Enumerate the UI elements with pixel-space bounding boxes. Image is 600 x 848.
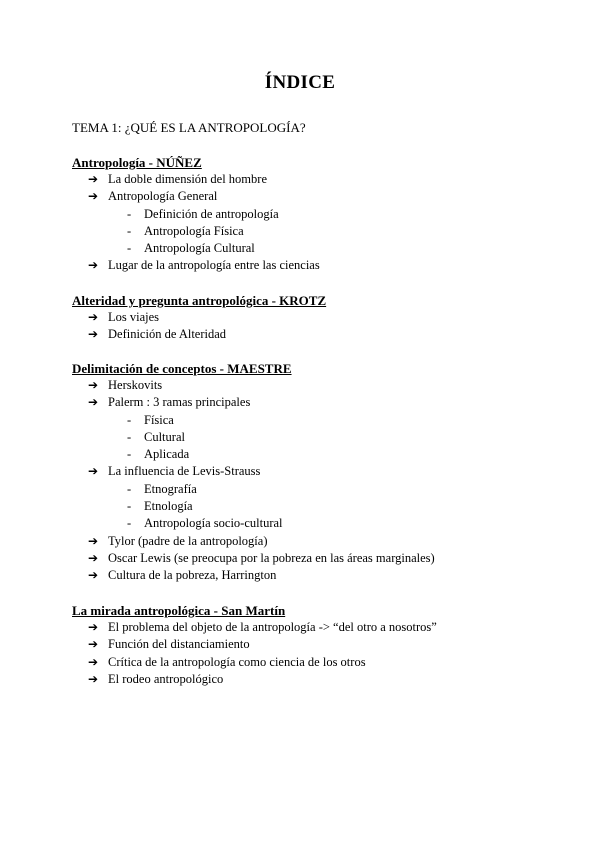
list-item [72,671,437,688]
list-item-text: El problema del objeto de la antropología -> “del otro a nosotros” [108,620,437,634]
topic-heading: TEMA 1: ¿QUÉ ES LA ANTROPOLOGÍA? [72,120,306,135]
section-heading: Delimitación de conceptos - MAESTRE [72,361,292,376]
dash-bullet-icon: - [127,241,132,256]
sub-list-item-text: Antropología Física [144,223,244,238]
list-item-text: La doble dimensión del hombre [108,172,267,186]
sub-list-item-text: Etnología [144,499,193,514]
arrow-right-icon: ➔ [88,395,99,410]
list-item-text: Función del distanciamiento [108,637,250,652]
arrow-right-icon: ➔ [88,258,99,273]
section-heading: Alteridad y pregunta antropológica - KROTZ [72,293,327,308]
page-title: ÍNDICE [264,72,336,93]
list-item [72,550,435,567]
arrow-right-icon: ➔ [88,378,99,392]
sub-list-item-text: Etnografía [144,481,197,496]
list-item [72,636,437,653]
list-item [72,309,326,326]
sub-list-item [72,481,435,498]
sub-list-item-text: Cultural [144,429,185,444]
arrow-right-icon: ➔ [88,550,99,565]
dash-bullet-icon: - [127,447,132,462]
sub-list-item [72,206,320,223]
sub-list-item-text: Definición de antropología [144,206,279,221]
dash-bullet-icon: - [127,499,132,514]
index-section [72,154,320,275]
list-item [72,619,437,636]
sub-list-item [72,446,435,463]
list-item-text: Crítica de la antropología como ciencia de los otros [108,654,366,669]
sub-list-item [72,498,435,515]
list-item [72,567,435,584]
list-item [72,533,435,550]
arrow-right-icon: ➔ [88,189,99,204]
arrow-right-icon: ➔ [88,654,99,669]
list-item-text: Tylor (padre de la antropología) [108,533,268,548]
sub-list-item [72,240,320,257]
section-heading: Antropología - NÚÑEZ [72,155,202,170]
arrow-right-icon: ➔ [88,327,99,342]
sub-list-item-text: Antropología Cultural [144,241,255,256]
index-section [72,292,326,344]
arrow-right-icon: ➔ [88,310,99,324]
dash-bullet-icon: - [127,223,132,238]
list-item [72,463,435,480]
arrow-right-icon: ➔ [88,671,99,686]
list-item-text: Los viajes [108,310,160,324]
list-item-text: Lugar de la antropología entre las ciencias [108,258,320,273]
list-item [72,326,326,343]
arrow-right-icon: ➔ [88,533,99,548]
sub-list-item [72,412,435,429]
list-item-text: Oscar Lewis (se preocupa por la pobreza en las áreas marginales) [108,550,435,565]
list-item-text: Herskovits [108,378,163,392]
list-item-text: Antropología General [108,189,218,204]
section-heading: La mirada antropológica - San Martín [72,603,286,618]
arrow-right-icon: ➔ [88,568,99,583]
dash-bullet-icon: - [127,412,132,427]
list-item [72,188,320,205]
dash-bullet-icon: - [127,481,132,496]
arrow-right-icon: ➔ [88,172,99,186]
sub-list-item [72,223,320,240]
sub-list-item-text: Aplicada [144,447,190,462]
list-item [72,377,435,394]
sub-list-item [72,429,435,446]
dash-bullet-icon: - [127,206,132,221]
dash-bullet-icon: - [127,429,132,444]
arrow-right-icon: ➔ [88,620,99,634]
dash-bullet-icon: - [127,516,132,531]
list-item-text: El rodeo antropológico [108,671,224,686]
list-item [72,257,320,274]
list-item-text: La influencia de Levis-Strauss [108,464,261,479]
list-item-text: Cultura de la pobreza, Harrington [108,568,277,583]
list-item [72,171,320,188]
list-item-text: Palerm : 3 ramas principales [108,395,251,410]
sub-list-item-text: Antropología socio-cultural [144,516,283,531]
sub-list-item [72,515,435,532]
list-item [72,654,437,671]
arrow-right-icon: ➔ [88,464,99,479]
index-section [72,360,435,585]
list-item-text: Definición de Alteridad [108,327,227,342]
list-item [72,394,435,411]
index-section [72,602,437,688]
arrow-right-icon: ➔ [88,637,99,652]
sub-list-item-text: Física [144,412,174,427]
